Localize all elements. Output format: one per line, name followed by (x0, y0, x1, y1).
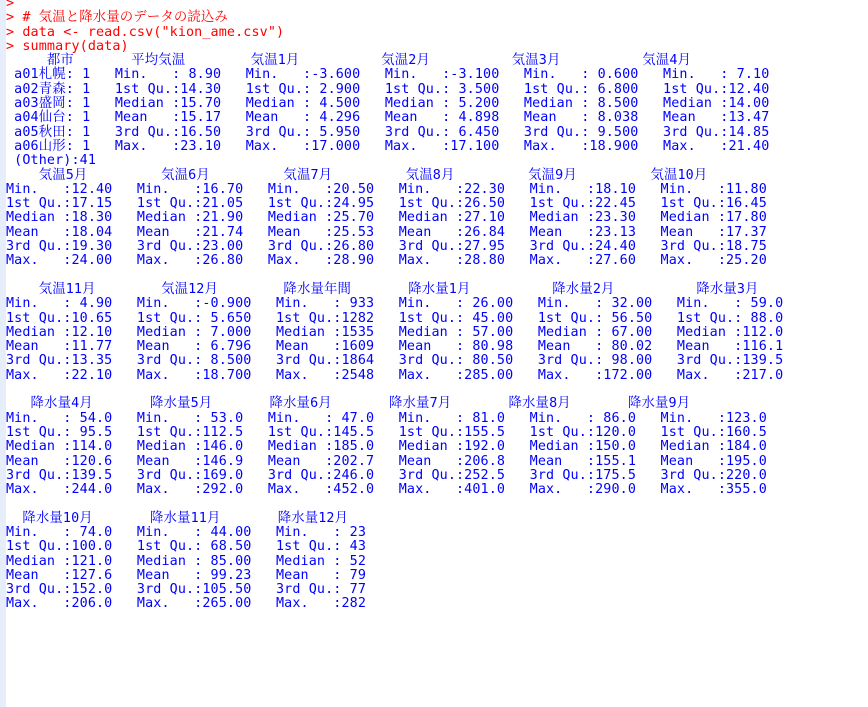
output-line: a04仙台: 1 Mean :15.17 Mean : 4.296 Mean : 4.898 Mean : 8.038 Mean :13.47 (6, 110, 770, 126)
output-line: 3rd Qu.:139.5 3rd Qu.:169.0 3rd Qu.:246.0 3rd Qu.:252.5 3rd Qu.:175.5 3rd Qu.:220.0 (6, 467, 767, 483)
output-line: Min. : 54.0 Min. : 53.0 Min. : 47.0 Min. : 81.0 Min. : 86.0 Min. :123.0 (6, 410, 767, 426)
output-line: Min. : 4.90 Min. :-0.900 Min. : 933 Min. : 26.00 Min. : 32.00 Min. : 59.0 (6, 296, 784, 312)
output-line: (Other):41 (6, 153, 97, 169)
output-line (6, 269, 866, 283)
output-line: Max. :206.0 Max. :265.00 Max. :282 (6, 596, 367, 612)
output-line: Mean :18.04 Mean :21.74 Mean :25.53 Mean :26.84 Mean :23.13 Mean :17.37 (6, 224, 767, 240)
output-line: 1st Qu.: 95.5 1st Qu.:112.5 1st Qu.:145.5 1st Qu.:155.5 1st Qu.:120.0 1st Qu.:160.5 (6, 424, 767, 440)
command-line: > data <- read.csv("kion_ame.csv") (6, 24, 285, 40)
output-line: Mean :11.77 Mean : 6.796 Mean :1609 Mean : 80.98 Mean : 80.02 Mean :116.1 (6, 339, 784, 355)
output-line: Max. :24.00 Max. :26.80 Max. :28.90 Max. :28.80 Max. :27.60 Max. :25.20 (6, 253, 767, 269)
output-line: Max. :22.10 Max. :18.700 Max. :2548 Max. :285.00 Max. :172.00 Max. :217.0 (6, 367, 784, 383)
output-line: Median :18.30 Median :21.90 Median :25.70 Median :27.10 Median :23.30 Median :17.80 (6, 210, 767, 226)
output-line: 1st Qu.:100.0 1st Qu.: 68.50 1st Qu.: 43 (6, 539, 367, 555)
output-line: 3rd Qu.:152.0 3rd Qu.:105.50 3rd Qu.: 77 (6, 582, 367, 598)
output-line: a03盛岡: 1 Median :15.70 Median : 4.500 Median : 5.200 Median : 8.500 Median :14.00 (6, 96, 770, 112)
output-line: 3rd Qu.:19.30 3rd Qu.:23.00 3rd Qu.:26.80 3rd Qu.:27.95 3rd Qu.:24.40 3rd Qu.:18.75 (6, 239, 767, 255)
output-line: 気温5月 気温6月 気温7月 気温8月 気温9月 気温10月 (6, 167, 708, 183)
output-line: 3rd Qu.:13.35 3rd Qu.: 8.500 3rd Qu.:1864 3rd Qu.: 80.50 3rd Qu.: 98.00 3rd Qu.:139.5 (6, 353, 784, 369)
output-line: Mean :120.6 Mean :146.9 Mean :202.7 Mean :206.8 Mean :155.1 Mean :195.0 (6, 453, 767, 469)
output-line: a06山形: 1 Max. :23.10 Max. :17.000 Max. :17.100 Max. :18.900 Max. :21.40 (6, 138, 770, 154)
output-line: Median :114.0 Median :146.0 Median :185.0 Median :192.0 Median :150.0 Median :184.0 (6, 439, 767, 455)
output-line: 1st Qu.:10.65 1st Qu.: 5.650 1st Qu.:1282 1st Qu.: 45.00 1st Qu.: 56.50 1st Qu.: 88.0 (6, 310, 784, 326)
output-line: Median :121.0 Median : 85.00 Median : 52 (6, 553, 367, 569)
output-line: Min. :12.40 Min. :16.70 Min. :20.50 Min. :22.30 Min. :18.10 Min. :11.80 (6, 181, 767, 197)
output-line: a01札幌: 1 Min. : 8.90 Min. :-3.600 Min. :-3.100 Min. : 0.600 Min. : 7.10 (6, 67, 770, 83)
output-line: Min. : 74.0 Min. : 44.00 Min. : 23 (6, 524, 367, 540)
output-line: 気温11月 気温12月 降水量年間 降水量1月 降水量2月 降水量3月 (6, 281, 759, 297)
output-line: Mean :127.6 Mean : 99.23 Mean : 79 (6, 567, 367, 583)
output-line: 降水量10月 降水量11月 降水量12月 (6, 510, 349, 526)
command-line: > # 気温と降水量のデータの読込み (6, 10, 228, 26)
output-line: a05秋田: 1 3rd Qu.:16.50 3rd Qu.: 5.950 3rd Qu.: 6.450 3rd Qu.: 9.500 3rd Qu.:14.85 (6, 124, 770, 140)
command-line: > (6, 0, 15, 11)
output-line: 1st Qu.:17.15 1st Qu.:21.05 1st Qu.:24.95 1st Qu.:26.50 1st Qu.:22.45 1st Qu.:16.45 (6, 196, 767, 212)
console-output (6, 0, 866, 612)
command-line: > summary(data) (6, 38, 129, 54)
output-line: 都市 平均気温 気温1月 気温2月 気温3月 気温4月 (6, 53, 692, 69)
output-line: a02青森: 1 1st Qu.:14.30 1st Qu.: 2.900 1st Qu.: 3.500 1st Qu.: 6.800 1st Qu.:12.40 (6, 81, 770, 97)
output-line (6, 497, 866, 511)
output-line: Median :12.10 Median : 7.000 Median :1535 Median : 57.00 Median : 67.00 Median :112.0 (6, 324, 784, 340)
output-line: Max. :244.0 Max. :292.0 Max. :452.0 Max. :401.0 Max. :290.0 Max. :355.0 (6, 482, 767, 498)
output-line: 降水量4月 降水量5月 降水量6月 降水量7月 降水量8月 降水量9月 (6, 396, 691, 412)
